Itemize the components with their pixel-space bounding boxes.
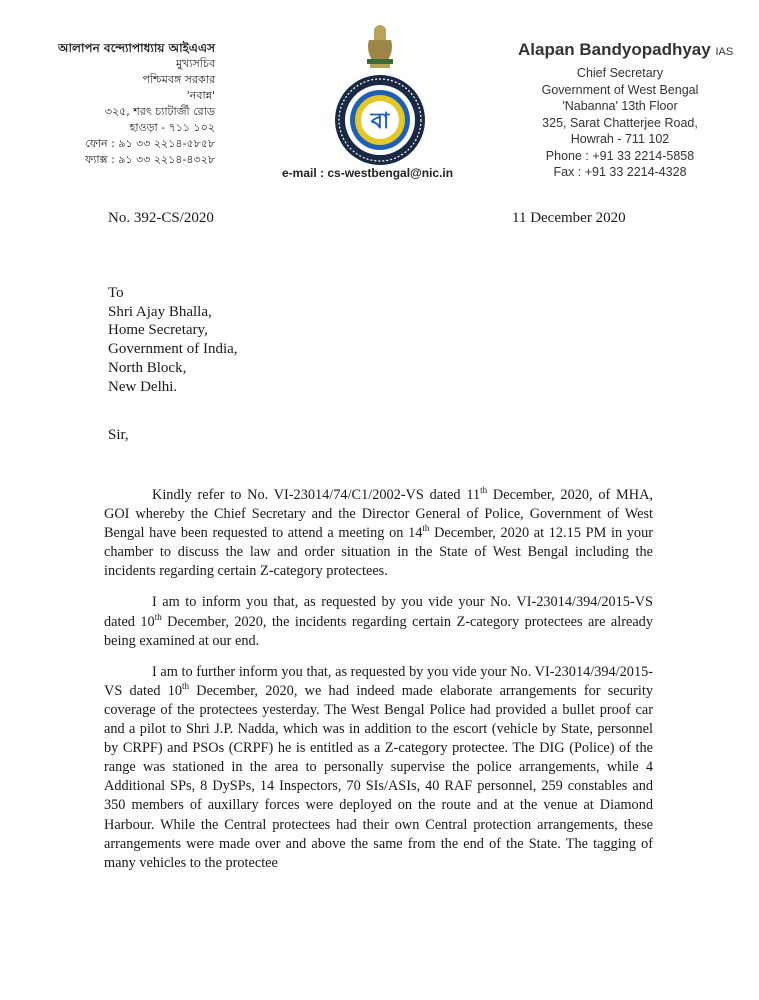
address-to: To: [108, 285, 124, 301]
bengali-fax: ফ্যাক্স : ৯১ ৩৩ ২২১৪-৪৩২৮: [85, 153, 215, 166]
bengali-city: হাওড়া - ৭১১ ১০২: [129, 121, 215, 134]
bengali-phone: ফোন : ৯১ ৩৩ ২২১৪-৫৮৫৮: [85, 137, 215, 150]
address-city: New Delhi.: [108, 378, 178, 395]
bengali-street: ৩২৫, শরৎ চ্যাটার্জী রোড: [104, 105, 215, 118]
officer-name-text: Alapan Bandyopadhyay: [518, 40, 711, 59]
bengali-government: পশ্চিমবঙ্গ সরকার: [142, 73, 215, 86]
bengali-letterhead: [10, 40, 215, 168]
government: Government of West Bengal: [541, 82, 699, 97]
address-title: Home Secretary,: [108, 322, 208, 339]
paragraph-2: I am to inform you that, as requested by you vide your No. VI-23014/394/2015-VS dated 10th December, 2020, the incidents regarding certain Z-category protectees are already being examined at our end.: [104, 594, 653, 649]
fax: Fax : +91 33 2214-4328: [553, 165, 687, 179]
street: 325, Sarat Chatterjee Road,: [542, 115, 698, 130]
svg-text:বা: বা: [370, 109, 390, 134]
phone: Phone : +91 33 2214-5858: [545, 148, 695, 163]
ashoka-lion-icon: [325, 22, 435, 167]
designation: Chief Secretary: [576, 66, 664, 80]
salutation: Sir,: [108, 427, 129, 443]
letter-body: [104, 486, 653, 885]
address-org: Government of India,: [108, 341, 238, 358]
english-address-lines: [525, 65, 715, 181]
bengali-designation: মুখ্যসচিব: [176, 57, 215, 70]
address-name: Shri Ajay Bhalla,: [108, 303, 212, 320]
building: 'Nabanna' 13th Floor: [562, 99, 678, 113]
ashoka-lion-capital-icon: [367, 25, 393, 68]
reference-number: No. 392-CS/2020: [108, 210, 214, 226]
state-emblem: [325, 22, 435, 167]
bengali-building: 'নবান্ন': [186, 89, 215, 102]
bengali-name: আলাপন বন্দ্যোপাধ্যায় আইএএস: [58, 41, 215, 55]
officer-suffix: IAS: [715, 46, 734, 58]
paragraph-3: I am to further inform you that, as requested by you vide your No. VI-23014/394/2015-VS dated 10th December, 2020, we had indeed made elaborate arrangements for security coverage of the protectees yesterday. The West Bengal Police had provided a bullet proof car and a pilot to Shri J.P. Nadda, which was in addition to the escort (vehicle by State, personnel by CRPF) and PSOs (CRPF) he is entitled as a Z-category protectee. The DIG (Police) of the range was stationed in the area to personally supervise the police arrangements, while 4 Additional SPs, 8 DySPs, 14 Inspectors, 70 SIs/ASIs, 40 RAF personnel, 259 constables and 350 members of auxillary forces were deployed on the route and at the venue at Diamond Harbour. While the Central protectees had their own Central protection arrangements, these arrangements were made over and above the same from the end of the State. The tagging of many vehicles to the protectee: [104, 663, 653, 871]
west-bengal-seal-icon: [335, 75, 425, 165]
city: Howrah - 711 102: [570, 132, 670, 146]
english-letterhead: [470, 38, 740, 179]
address-block: North Block,: [108, 359, 187, 376]
letter-date: 11 December 2020: [512, 210, 626, 226]
recipient-address: [108, 284, 238, 396]
officer-name: [470, 38, 740, 64]
email-address: e-mail : cs-westbengal@nic.in: [282, 166, 454, 180]
paragraph-1: Kindly refer to No. VI-23014/74/C1/2002-VS dated 11th December, 2020, of MHA, GOI whereby the Chief Secretary and the Director General of Police, Government of West Bengal have been requested to attend a meeting on 14th December, 2020 at 12.15 PM in your chamber to discuss the law and order situation in the State of West Bengal including the incidents regarding certain Z-category protectees.: [104, 485, 653, 580]
